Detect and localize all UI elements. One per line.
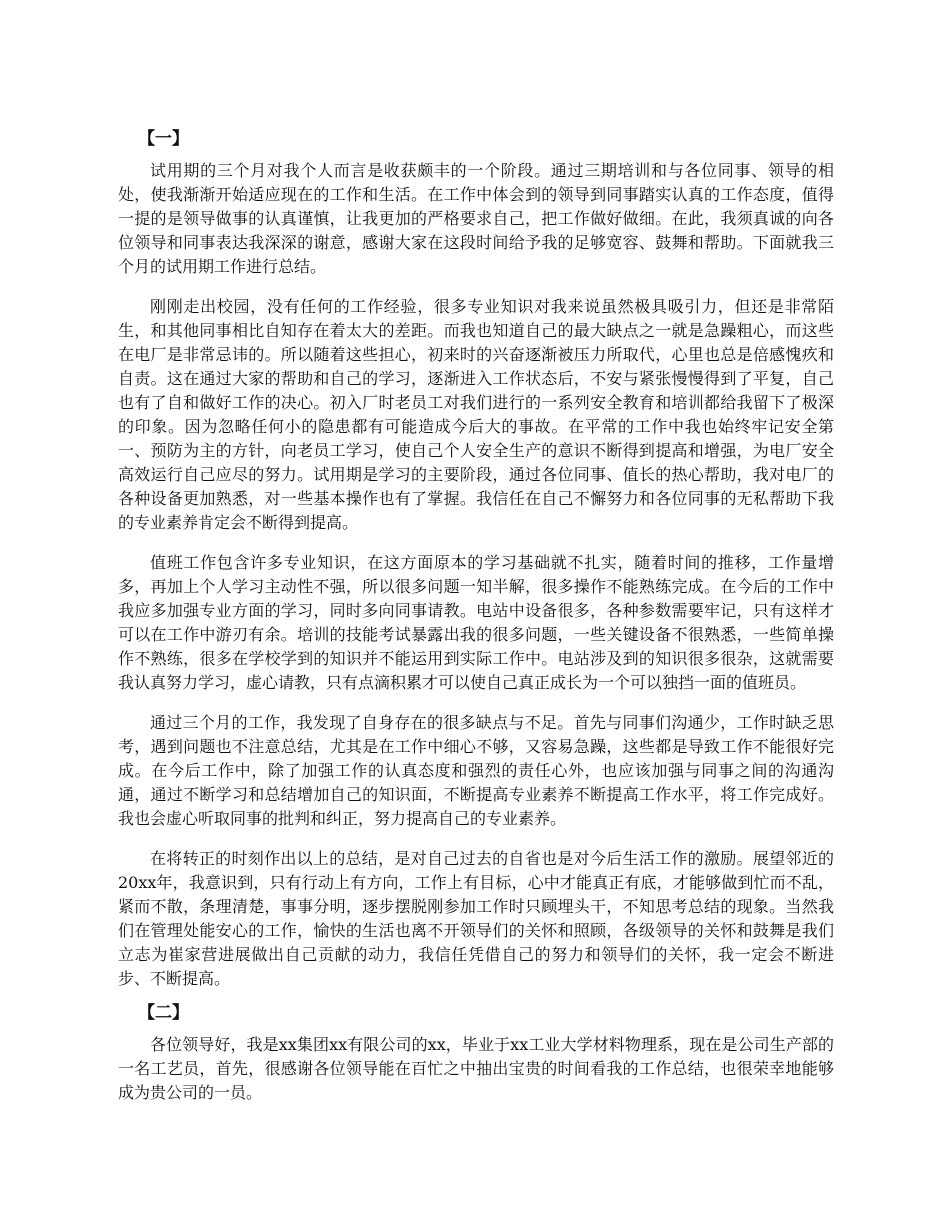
paragraph: 各位领导好，我是xx集团xx有限公司的xx，毕业于xx工业大学材料物理系，现在是公司生产部的一名工艺员，首先，很感谢各位领导能在百忙之中抽出宝贵的时间看我的工作总结，也很荣幸地能够成为贵公司的一员。: [118, 1035, 834, 1102]
paragraph: 在将转正的时刻作出以上的总结，是对自己过去的自省也是对今后生活工作的激励。展望邻近的20xx年，我意识到，只有行动上有方向，工作上有目标，心中才能真正有底，才能够做到忙而不乱，紧而不散，条理清楚，事事分明，逐步摆脱刚参加工作时只顾埋头干，不知思考总结的现象。当然我们在管理处能安心的工作，愉快的生活也离不开领导们的关怀和照顾，各级领导的关怀和鼓舞是我们立志为崔家营进展做出自己贡献的动力，我信任凭借自己的努力和领导们的关怀，我一定会不断进步、不断提高。: [118, 849, 834, 988]
document-body: [118, 127, 834, 1121]
section-heading-1: 【一】: [138, 129, 189, 149]
paragraph: 刚刚走出校园，没有任何的工作经验，很多专业知识对我来说虽然极具吸引力，但还是非常陌生，和其他同事相比自知存在着太大的差距。而我也知道自己的最大缺点之一就是急躁粗心，而这些在电厂是非常忌讳的。所以随着这些担心，初来时的兴奋逐渐被压力所取代，心里也总是倍感愧疚和自责。这在通过大家的帮助和自己的学习，逐渐进入工作状态后，不安与紧张慢慢得到了平复，自己也有了自和做好工作的决心。初入厂时老员工对我们进行的一系列安全教育和培训都给我留下了极深的印象。因为忽略任何小的隐患都有可能造成今后大的事故。在平常的工作中我也始终牢记安全第一、预防为主的方针，向老员工学习，使自己个人安全生产的意识不断得到提高和增强，为电厂安全高效运行自己应尽的努力。试用期是学习的主要阶段，通过各位同事、值长的热心帮助，我对电厂的各种设备更加熟悉，对一些基本操作也有了掌握。我信任在自己不懈努力和各位同事的无私帮助下我的专业素养肯定会不断得到提高。: [118, 297, 834, 532]
section-heading-2: 【二】: [138, 1003, 189, 1023]
paragraph: 试用期的三个月对我个人而言是收获颇丰的一个阶段。通过三期培训和与各位同事、领导的相处，使我渐渐开始适应现在的工作和生活。在工作中体会到的领导到同事踏实认真的工作态度，值得一提的是领导做事的认真谨慎，让我更加的严格要求自己，把工作做好做细。在此，我须真诚的向各位领导和同事表达我深深的谢意，感谢大家在这段时间给予我的足够宽容、鼓舞和帮助。下面就我三个月的试用期工作进行总结。: [118, 161, 834, 276]
paragraph: 值班工作包含许多专业知识，在这方面原本的学习基础就不扎实，随着时间的推移，工作量增多，再加上个人学习主动性不强，所以很多问题一知半解，很多操作不能熟练完成。在今后的工作中我应多加强专业方面的学习，同时多向同事请教。电站中设备很多，各种参数需要牢记，只有这样才可以在工作中游刃有余。培训的技能考试暴露出我的很多问题，一些关键设备不很熟悉，一些简单操作不熟练，很多在学校学到的知识并不能运用到实际工作中。电站涉及到的知识很多很杂，这就需要我认真努力学习，虚心请教，只有点滴积累才可以使自己真正成长为一个可以独挡一面的值班员。: [118, 553, 834, 692]
paragraph: 通过三个月的工作，我发现了自身存在的很多缺点与不足。首先与同事们沟通少，工作时缺乏思考，遇到问题也不注意总结，尤其是在工作中细心不够，又容易急躁，这些都是导致工作不能很好完成。在今后工作中，除了加强工作的认真态度和强烈的责任心外，也应该加强与同事之间的沟通沟通，通过不断学习和总结增加自己的知识面，不断提高专业素养不断提高工作水平，将工作完成好。我也会虚心听取同事的批判和纠正，努力提高自己的专业素养。: [118, 713, 834, 828]
